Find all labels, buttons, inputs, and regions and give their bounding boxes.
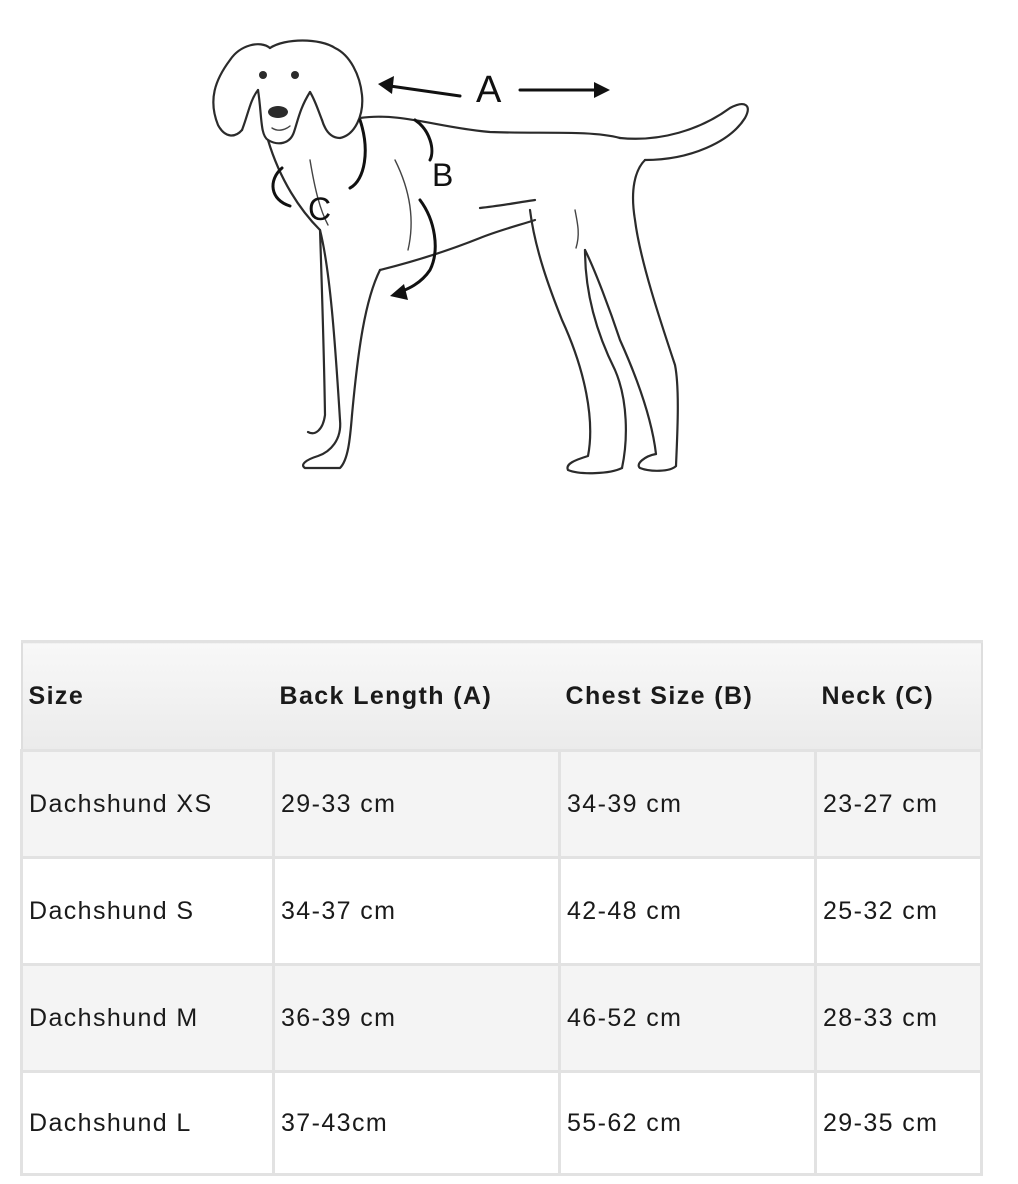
measure-a-arrow: [378, 69, 610, 111]
cell-chest-size: 46-52 cm: [560, 965, 816, 1072]
table-row: [22, 1072, 982, 1175]
table-header-row: [22, 642, 982, 751]
header-chest-size: Chest Size (B): [560, 642, 816, 751]
cell-chest-size: 34-39 cm: [560, 751, 816, 858]
measure-c-label: C: [308, 191, 332, 227]
cell-back-length: 37-43cm: [274, 1072, 560, 1175]
cell-chest-size: 55-62 cm: [560, 1072, 816, 1175]
table-row: [22, 858, 982, 965]
dog-measurement-illustration: [190, 20, 770, 500]
cell-size: Dachshund XS: [22, 751, 274, 858]
size-chart-table: [20, 640, 983, 1176]
table-row: [22, 965, 982, 1072]
cell-neck: 25-32 cm: [816, 858, 982, 965]
cell-neck: 29-35 cm: [816, 1072, 982, 1175]
cell-chest-size: 42-48 cm: [560, 858, 816, 965]
measure-a-label: A: [476, 69, 502, 111]
cell-size: Dachshund M: [22, 965, 274, 1072]
cell-neck: 23-27 cm: [816, 751, 982, 858]
header-size: Size: [22, 642, 274, 751]
cell-size: Dachshund S: [22, 858, 274, 965]
measure-b-arrow: [390, 120, 453, 300]
cell-back-length: 34-37 cm: [274, 858, 560, 965]
measure-b-label: B: [432, 157, 454, 193]
cell-back-length: 36-39 cm: [274, 965, 560, 1072]
measure-c-arrow: [273, 120, 365, 227]
cell-back-length: 29-33 cm: [274, 751, 560, 858]
header-back-length: Back Length (A): [274, 642, 560, 751]
cell-neck: 28-33 cm: [816, 965, 982, 1072]
table-row: [22, 751, 982, 858]
header-neck: Neck (C): [816, 642, 982, 751]
cell-size: Dachshund L: [22, 1072, 274, 1175]
